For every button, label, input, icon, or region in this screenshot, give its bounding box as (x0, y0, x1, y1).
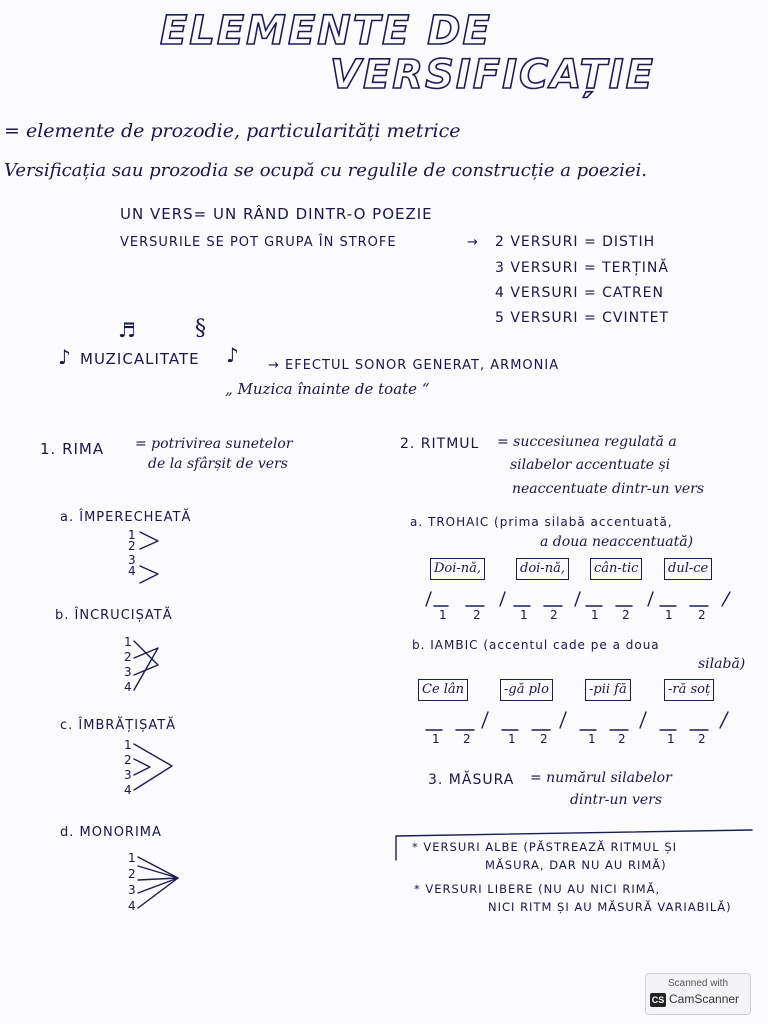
rhyme-arrow-incrucisata-2 (134, 648, 158, 690)
trohaic-syllable-box: Doi-nă, (430, 558, 485, 580)
iambic-count: 1 (432, 732, 440, 746)
iambic-stress-mark (482, 712, 488, 728)
trohaic-count: 1 (591, 608, 599, 622)
rima-monorima-numbers: 1 2 3 4 (128, 851, 136, 913)
iambic-count: 1 (508, 732, 516, 746)
rhyme-arrow-monorima-2 (138, 878, 178, 893)
vers-definition: UN VERS= UN RÂND DINTR-O POEZIE (120, 205, 433, 223)
camscanner-caption: Scanned with (667, 978, 729, 989)
treble-clef-icon: § (195, 316, 206, 341)
trohaic-count: 1 (520, 608, 528, 622)
trohaic-syllable-box: cân-tic (590, 558, 642, 580)
iambic-stress-mark (640, 712, 646, 728)
strophe-catren: 4 VERSURI = CATREN (495, 285, 664, 301)
masura-heading: 3. MĂSURA (428, 772, 515, 788)
rhyme-arrow-imbratisata-outer (134, 744, 172, 790)
trohaic-count: 2 (698, 608, 706, 622)
iambic-syllable-box: -pii fă (585, 679, 631, 701)
trohaic-syllable-box: doi-nă, (516, 558, 569, 580)
rhyme-arrow-monorima-3 (138, 878, 178, 908)
intro-line-1: = elemente de prozodie, particularități metrice (4, 120, 461, 142)
camscanner-brand-row (650, 992, 739, 1007)
rima-imperecheata-numbers: 1 2 3 4 (128, 528, 136, 578)
trohaic-count: 2 (550, 608, 558, 622)
notes-bracket (396, 830, 752, 860)
trohaic-stress-mark (575, 592, 580, 606)
camscanner-brand: CamScanner (669, 992, 740, 1006)
iambic-count: 2 (698, 732, 706, 746)
rima-definition-2: de la sfârșit de vers (148, 456, 288, 472)
trohaic-count: 2 (622, 608, 630, 622)
rima-heading: 1. RIMA (40, 440, 105, 458)
rhyme-arrow-imbratisata-inner (134, 759, 150, 775)
rima-type-imbratisata: c. ÎMBRĂȚIȘATĂ (60, 718, 177, 733)
title-line-2: VERSIFICAȚIE (330, 52, 655, 98)
camscanner-logo-icon: CS (651, 994, 665, 1005)
rhyme-arrow-monorima-1 (138, 857, 178, 878)
muzicalitate-effect: → EFECTUL SONOR GENERAT, ARMONIA (268, 358, 560, 373)
rima-type-incrucisata: b. ÎNCRUCIȘATĂ (55, 608, 173, 623)
note-versuri-albe-2: MĂSURA, DAR NU AU RIMĂ) (485, 858, 667, 872)
trohaic-label-2: a doua neaccentuată) (540, 534, 694, 550)
camscanner-badge (645, 973, 751, 1015)
iambic-label-2: silabă) (698, 656, 746, 672)
iambic-label-1: b. IAMBIC (accentul cade pe a doua (412, 638, 660, 652)
music-note-left-icon: ♪ (58, 345, 71, 369)
iambic-count: 2 (463, 732, 471, 746)
iambic-count: 2 (618, 732, 626, 746)
iambic-stress-mark (560, 712, 566, 728)
title-line-1: ELEMENTE DE (160, 8, 492, 54)
note-versuri-libere-2: NICI RITM ȘI AU MĂSURĂ VARIABILĂ) (488, 900, 732, 914)
masura-definition-2: dintr-un vers (570, 792, 663, 808)
muzicalitate-label: MUZICALITATE (80, 350, 200, 368)
rima-definition-1: = potrivirea sunetelor (135, 436, 293, 452)
rima-imbratisata-numbers: 1 2 3 4 (124, 738, 132, 797)
music-note-right-icon: ♪ (226, 343, 239, 367)
iambic-syllable-box: -gă plo (500, 679, 553, 701)
trohaic-syllable-box: dul-ce (664, 558, 712, 580)
trohaic-stress-mark (648, 592, 653, 606)
note-versuri-albe-1: * VERSURI ALBE (PĂSTREAZĂ RITMUL ȘI (412, 840, 678, 854)
trohaic-label-1: a. TROHAIC (prima silabă accentuată, (410, 515, 673, 529)
iambic-stress-mark (720, 712, 728, 728)
vers-grouping: VERSURILE SE POT GRUPA ÎN STROFE (120, 235, 397, 250)
strophe-cvintet: 5 VERSURI = CVINTET (495, 310, 670, 326)
trohaic-stress-mark (426, 592, 431, 606)
iambic-syllable-box: -ră soț (664, 679, 714, 701)
strophe-tertina: 3 VERSURI = TERȚINĂ (495, 260, 669, 276)
masura-definition-1: = numărul silabelor (530, 770, 672, 786)
music-notes-icon: ♬ (118, 318, 136, 342)
trohaic-count: 1 (439, 608, 447, 622)
trohaic-count: 1 (665, 608, 673, 622)
iambic-count: 2 (540, 732, 548, 746)
ritmul-definition-3: neaccentuate dintr-un vers (512, 481, 705, 497)
note-versuri-libere-1: * VERSURI LIBERE (NU AU NICI RIMĂ, (414, 882, 661, 896)
rima-type-imperecheata: a. ÎMPERECHEATĂ (60, 510, 192, 525)
ritmul-heading: 2. RITMUL (400, 436, 480, 452)
iambic-syllable-box: Ce lân (418, 679, 468, 701)
ritmul-definition-1: = succesiunea regulată a (497, 434, 677, 450)
rima-incrucisata-numbers: 1 2 3 4 (124, 635, 132, 694)
trohaic-stress-mark (722, 592, 730, 606)
rima-type-monorima: d. MONORIMA (60, 825, 162, 840)
rhyme-arrow-imperecheata-1 (140, 532, 158, 549)
trohaic-count: 2 (473, 608, 481, 622)
strophe-distih: 2 VERSURI = DISTIH (495, 234, 656, 250)
iambic-count: 1 (588, 732, 596, 746)
ritmul-definition-2: silabelor accentuate și (510, 457, 671, 473)
rhyme-arrow-imperecheata-2 (140, 566, 158, 583)
intro-line-2: Versificația sau prozodia se ocupă cu regulile de construcție a poeziei. (4, 160, 648, 181)
muzicalitate-quote: „ Muzica înainte de toate “ (225, 380, 430, 398)
trohaic-stress-mark (500, 592, 505, 606)
strophe-arrow-icon: → (467, 235, 479, 250)
iambic-count: 1 (667, 732, 675, 746)
